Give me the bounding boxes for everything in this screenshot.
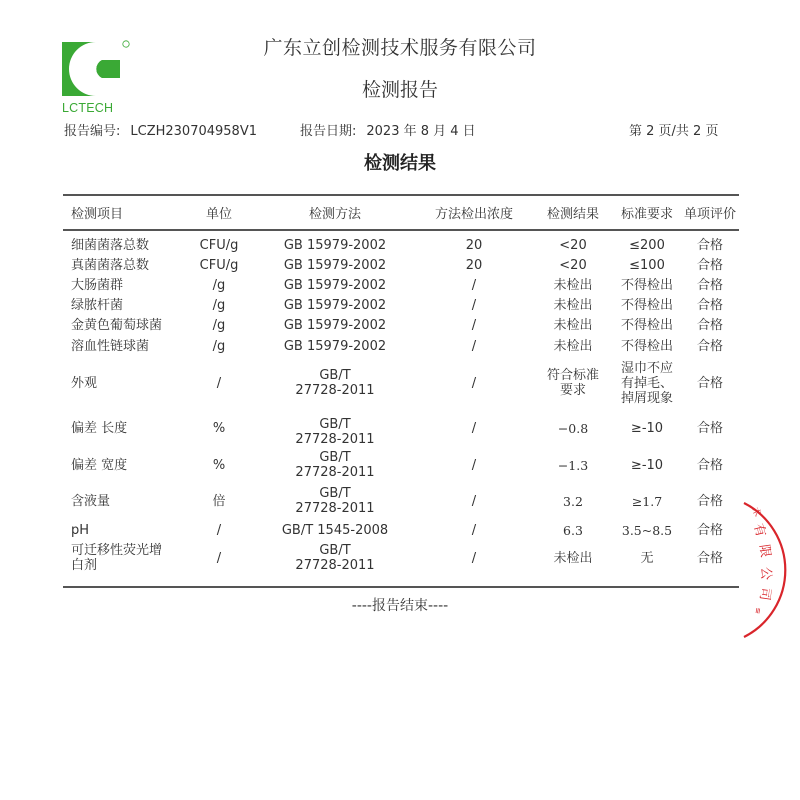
- cell-result: 未检出: [553, 317, 593, 333]
- requirement-line-2: 有掉毛、: [620, 375, 673, 391]
- table-row: [63, 275, 739, 295]
- results-table: [63, 196, 739, 575]
- cell-lod: /: [471, 317, 477, 333]
- report-date-value: 2023 年 8 月 4 日: [366, 124, 476, 139]
- report-number-value: LCZH230704958V1: [130, 124, 257, 139]
- cell-evaluation: 合格: [696, 317, 723, 333]
- company-seal: [740, 495, 800, 645]
- cell-lod: /: [471, 550, 477, 566]
- cell-evaluation: 合格: [696, 277, 723, 293]
- cell-unit: %: [212, 420, 226, 436]
- col-header-requirement: 标准要求: [620, 207, 673, 222]
- company-name: 广东立创检测技术服务有限公司: [263, 37, 537, 59]
- cell-lod: /: [471, 297, 477, 313]
- cell-requirement: ≥-10: [630, 420, 664, 436]
- table-row: [63, 335, 739, 357]
- table-row: [63, 541, 739, 575]
- cell-method: GB 15979-2002: [283, 237, 387, 253]
- section-title: 检测结果: [364, 153, 436, 174]
- cell-result: <20: [559, 237, 587, 253]
- cell-unit: CFU/g: [199, 237, 239, 253]
- cell-result: <20: [559, 257, 587, 273]
- method-line-1: GB/T: [319, 486, 351, 501]
- col-header-item: 检测项目: [71, 207, 124, 222]
- cell-item: 大肠菌群: [71, 277, 124, 293]
- cell-unit: 倍: [212, 493, 226, 509]
- cell-lod: /: [471, 277, 477, 293]
- cell-result: 未检出: [553, 297, 593, 313]
- report-end-mark: ----报告结束----: [351, 598, 449, 614]
- method-line-2: 27728-2011: [295, 558, 375, 573]
- table-row: [63, 295, 739, 315]
- table-bottom-rule: [63, 586, 739, 588]
- cell-item: 溶血性链球菌: [71, 338, 150, 354]
- cell-lod: /: [471, 457, 477, 473]
- cell-requirement: 不得检出: [620, 297, 673, 313]
- cell-unit: /: [216, 550, 222, 566]
- cell-item: [63, 541, 183, 575]
- cell-requirement: 3.5~8.5: [621, 522, 673, 538]
- cell-lod: 20: [465, 237, 483, 253]
- cell-item: 偏差 宽度: [71, 457, 128, 473]
- col-header-method: 检测方法: [308, 207, 361, 222]
- cell-method: GB/T 1545-2008: [281, 522, 389, 538]
- cell-lod: /: [471, 420, 477, 436]
- cell-requirement: ≤200: [629, 237, 665, 253]
- table-row: [63, 255, 739, 275]
- method-line-2: 27728-2011: [295, 383, 375, 398]
- cell-unit: CFU/g: [199, 257, 239, 273]
- cell-method: [255, 447, 415, 483]
- cell-result: −1.3: [557, 457, 589, 473]
- cell-method: [255, 483, 415, 519]
- cell-requirement: ≤100: [629, 257, 665, 273]
- col-header-result: 检测结果: [546, 207, 599, 222]
- method-line-1: GB/T: [319, 543, 351, 558]
- cell-evaluation: 合格: [696, 550, 723, 566]
- cell-item: 绿脓杆菌: [71, 297, 124, 313]
- cell-evaluation: 合格: [696, 338, 723, 354]
- col-header-unit: 单位: [205, 207, 232, 222]
- svg-text:公: 公: [758, 567, 773, 581]
- cell-method: GB 15979-2002: [283, 297, 387, 313]
- cell-unit: /: [216, 522, 222, 538]
- cell-item: 金黄色葡萄球菌: [71, 317, 163, 333]
- cell-lod: 20: [465, 257, 483, 273]
- cell-method: [255, 541, 415, 575]
- cell-unit: /g: [212, 338, 226, 354]
- cell-result: 3.2: [563, 493, 583, 509]
- cell-evaluation: 合格: [696, 420, 723, 436]
- cell-item: 含液量: [71, 493, 111, 509]
- cell-item: 真菌菌落总数: [71, 257, 150, 273]
- col-header-lod: 方法检出浓度: [434, 207, 513, 222]
- cell-lod: /: [471, 338, 477, 354]
- cell-item: 偏差 长度: [71, 420, 128, 436]
- cell-item: 外观: [71, 375, 98, 391]
- table-row: [63, 357, 739, 409]
- table-header-row: [63, 196, 739, 229]
- svg-text:≡: ≡: [752, 606, 763, 615]
- cell-result: [533, 357, 613, 409]
- cell-lod: /: [471, 375, 477, 391]
- item-line-1: 可迁移性荧光增: [71, 543, 163, 558]
- report-title: 检测报告: [361, 79, 438, 101]
- cell-result: 未检出: [553, 338, 593, 354]
- svg-text:限: 限: [756, 543, 773, 559]
- cell-evaluation: 合格: [696, 297, 723, 313]
- col-header-evaluation: 单项评价: [683, 207, 736, 222]
- item-line-2: 白剂: [71, 558, 98, 573]
- cell-method: GB 15979-2002: [283, 257, 387, 273]
- report-date-label: 报告日期:: [300, 124, 357, 139]
- method-line-1: GB/T: [319, 417, 351, 432]
- cell-requirement: 不得检出: [620, 338, 673, 354]
- cell-evaluation: 合格: [696, 493, 723, 509]
- method-line-2: 27728-2011: [295, 432, 375, 447]
- cell-result: 6.3: [563, 522, 583, 538]
- cell-requirement: 不得检出: [620, 277, 673, 293]
- cell-evaluation: 合格: [696, 237, 723, 253]
- cell-method: [255, 409, 415, 447]
- report-number-label: 报告编号:: [64, 124, 121, 139]
- cell-result: −0.8: [557, 420, 589, 436]
- table-row: [63, 483, 739, 519]
- result-line-2: 要求: [559, 383, 586, 398]
- report-number: [64, 120, 257, 139]
- cell-evaluation: 合格: [696, 257, 723, 273]
- cell-lod: /: [471, 522, 477, 538]
- requirement-line-3: 掉屑现象: [620, 390, 673, 406]
- result-line-1: 符合标准: [546, 368, 599, 383]
- svg-text:术: 术: [749, 506, 763, 519]
- cell-requirement: 无: [640, 550, 654, 566]
- table-row: [63, 409, 739, 447]
- requirement-line-1: 湿巾不应: [620, 360, 673, 376]
- cell-requirement: 不得检出: [620, 317, 673, 333]
- method-line-1: GB/T: [319, 450, 351, 465]
- cell-requirement: [613, 357, 681, 409]
- report-date: [300, 120, 476, 139]
- table-row: [63, 447, 739, 483]
- cell-evaluation: 合格: [696, 375, 723, 391]
- table-row: [63, 235, 739, 255]
- cell-item: pH: [71, 522, 90, 538]
- method-line-2: 27728-2011: [295, 465, 375, 480]
- table-row: [63, 519, 739, 541]
- cell-unit: /g: [212, 297, 226, 313]
- cell-method: GB 15979-2002: [283, 317, 387, 333]
- cell-method: GB 15979-2002: [283, 338, 387, 354]
- cell-method: [255, 357, 415, 409]
- svg-text:有: 有: [750, 522, 768, 539]
- table-row: [63, 315, 739, 335]
- cell-unit: /g: [212, 317, 226, 333]
- logo-text: LCTECH: [62, 101, 114, 115]
- cell-evaluation: 合格: [696, 522, 723, 538]
- method-line-1: GB/T: [319, 368, 351, 383]
- cell-item: 细菌菌落总数: [71, 237, 150, 253]
- cell-evaluation: 合格: [696, 457, 723, 473]
- cell-result: 未检出: [553, 550, 593, 566]
- cell-requirement: ≥-10: [630, 457, 664, 473]
- seal-stamp-icon: [740, 495, 800, 645]
- cell-result: 未检出: [553, 277, 593, 293]
- svg-text:司: 司: [756, 586, 773, 602]
- cell-lod: /: [471, 493, 477, 509]
- cell-unit: /g: [212, 277, 226, 293]
- cell-method: GB 15979-2002: [283, 277, 387, 293]
- cell-unit: /: [216, 375, 222, 391]
- page-info: 第 2 页/共 2 页: [629, 124, 719, 139]
- method-line-2: 27728-2011: [295, 501, 375, 516]
- cell-unit: %: [212, 457, 226, 473]
- cell-requirement: ≥1.7: [631, 493, 663, 509]
